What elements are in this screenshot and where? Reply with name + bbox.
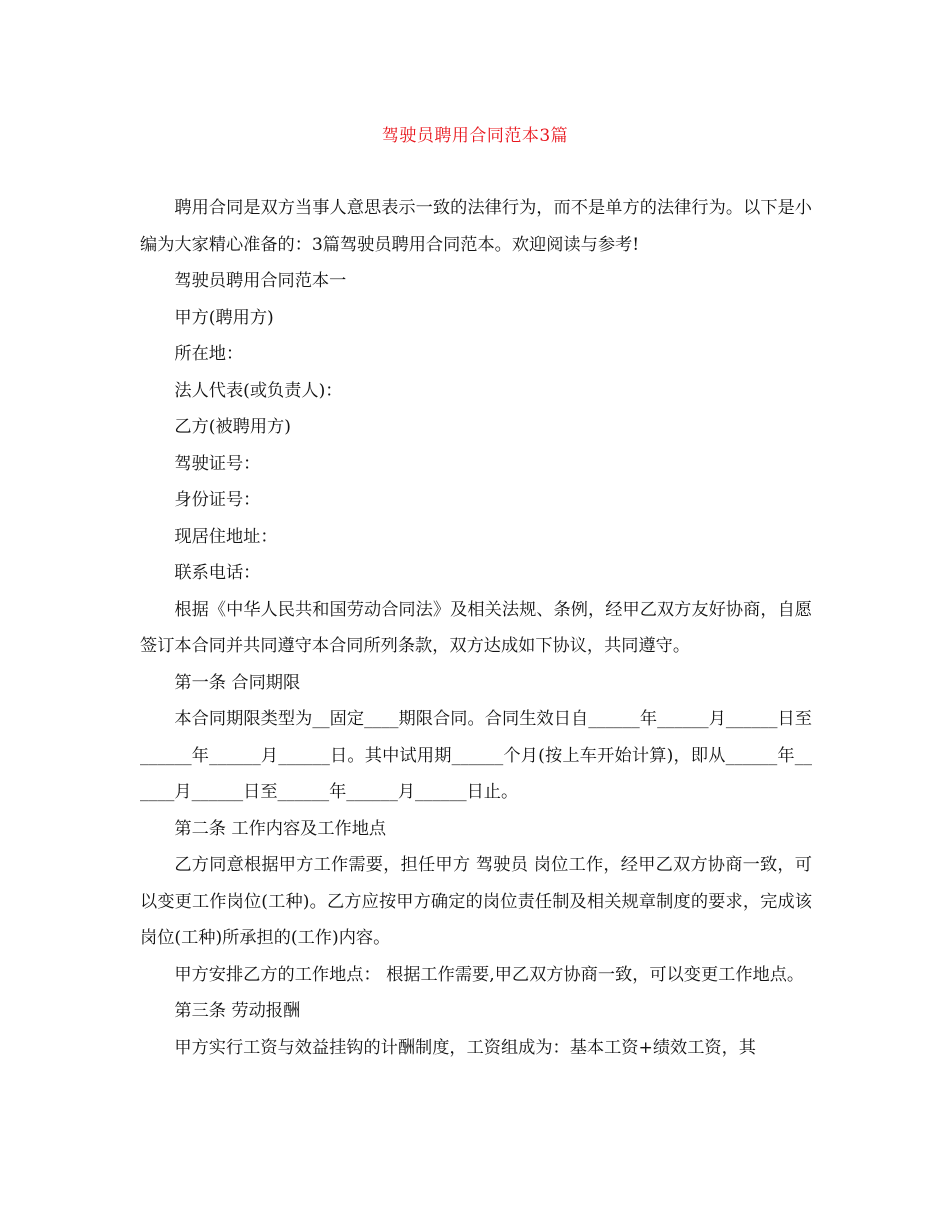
document-body: [140, 190, 812, 1066]
paragraph: 甲方实行工资与效益挂钩的计酬制度，工资组成为：基本工资+绩效工资，其: [174, 1037, 756, 1058]
paragraph: 甲方(聘用方): [174, 307, 274, 328]
paragraph: 本合同期限类型为__固定____期限合同。合同生效日自______年______月______日至______年______月______日。其中试用期______个月(按上车开始计算)，即从______年______月______日至______年______月______日止。: [140, 709, 812, 802]
paragraph: 现居住地址：: [174, 526, 278, 547]
paragraph: 法人代表(或负责人)：: [174, 380, 343, 401]
paragraph: 第二条 工作内容及工作地点: [174, 818, 387, 839]
paragraph: 身份证号：: [174, 490, 261, 510]
paragraph: 驾驶员聘用合同范本一: [174, 271, 347, 291]
paragraph: 联系电话：: [174, 563, 261, 583]
paragraph: 乙方(被聘用方): [174, 417, 291, 437]
paragraph: 根据《中华人民共和国劳动合同法》及相关法规、条例，经甲乙双方友好协商，自愿签订本合同并共同遵守本合同所列条款，双方达成如下协议，共同遵守。: [140, 599, 812, 656]
paragraph: 驾驶证号：: [174, 453, 261, 474]
paragraph: 第一条 合同期限: [174, 672, 301, 693]
paragraph: 甲方安排乙方的工作地点： 根据工作需要,甲乙双方协商一致，可以变更工作地点。: [174, 964, 805, 985]
paragraph: 聘用合同是双方当事人意思表示一致的法律行为，而不是单方的法律行为。以下是小编为大家精心准备的：3篇驾驶员聘用合同范本。欢迎阅读与参考!: [140, 198, 812, 255]
paragraph: 第三条 劳动报酬: [174, 1001, 301, 1021]
paragraph: 所在地：: [174, 344, 244, 364]
document-title: 驾驶员聘用合同范本3篇: [381, 126, 569, 146]
paragraph: 乙方同意根据甲方工作需要，担任甲方 驾驶员 岗位工作，经甲乙双方协商一致，可以变更工作岗位(工种)。乙方应按甲方确定的岗位责任制及相关规章制度的要求，完成该岗位(工种)所承担的(工作)内容。: [140, 855, 812, 948]
